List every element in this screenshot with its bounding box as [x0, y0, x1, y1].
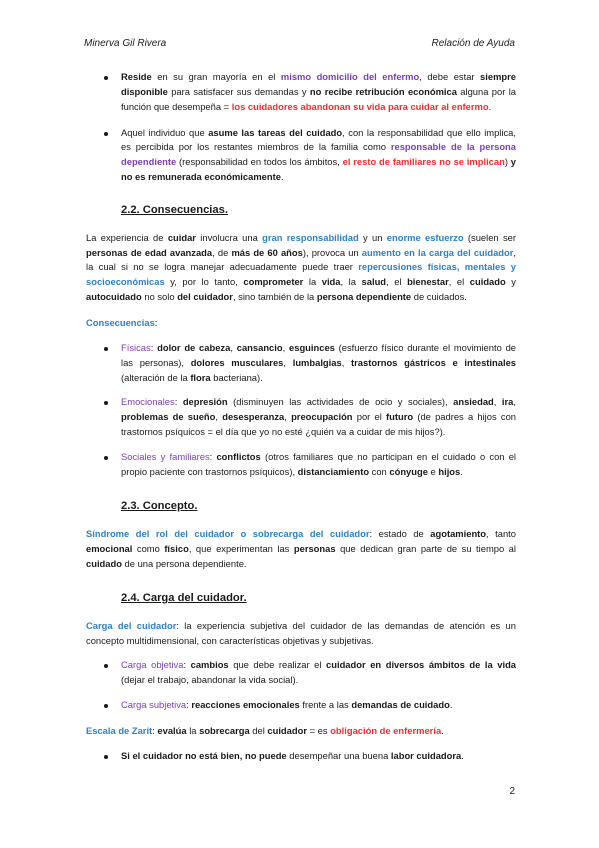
text-run: hijos	[438, 465, 461, 477]
text-run: cambios	[190, 659, 229, 671]
text-run: cuidador	[326, 659, 366, 671]
text-run: bienestar	[407, 276, 449, 288]
text-run: el resto de familiares no se implican	[342, 156, 505, 168]
text-run: asume las tareas del cuidado	[208, 126, 343, 138]
text-run: .	[488, 100, 492, 112]
text-run: esguinces	[289, 341, 335, 353]
text-run: Aquel individuo que	[121, 126, 209, 138]
text-run: siempre disponible	[121, 71, 516, 97]
text-run: evalúa	[157, 724, 187, 736]
text-run: .	[460, 465, 463, 477]
text-run: Síndrome del rol del cuidador o sobrecarga del cuidador	[86, 528, 370, 540]
paragraph-zarit	[86, 724, 516, 739]
text-run: :	[152, 724, 158, 736]
page-body	[86, 70, 516, 764]
text-run: (otros familiares que no participan en el cuidado o con el propio paciente con trastornos psíquicos),	[121, 451, 516, 477]
text-run: flora	[190, 371, 211, 383]
text-run: mismo domicilio del enfermo	[280, 71, 420, 82]
text-run: (de padres a hijos con trastornos psíquicos = el día que yo no esté ¿quién va a cuidar de mis hijos?).	[121, 411, 516, 438]
text-run: ,	[283, 356, 293, 368]
paragraph	[86, 619, 516, 649]
text-run: , debe estar	[419, 71, 481, 82]
text-run: físico	[164, 543, 189, 555]
list-item	[86, 658, 516, 688]
list-item	[86, 70, 516, 115]
text-run: responsable de la persona dependiente	[121, 141, 516, 168]
text-run: reacciones emocionales	[191, 699, 300, 711]
text-run: dolor de cabeza	[157, 341, 231, 353]
text-run: y no es remunerada económicamente	[121, 156, 516, 183]
text-run: (dejar el trabajo, abandonar la vida social).	[121, 674, 299, 686]
page-number: 2	[509, 786, 515, 797]
subheading-consecuencias	[86, 316, 516, 331]
text-run: distanciamiento	[297, 465, 370, 477]
list-item	[86, 126, 516, 185]
text-run: personas	[293, 543, 336, 555]
text-run: trastornos gástricos e intestinales	[351, 356, 517, 368]
text-run: ,	[215, 411, 223, 423]
text-run: Si el cuidador no está bien, no puede	[121, 749, 287, 761]
text-run: Emocionales	[121, 396, 175, 408]
text-run: Sociales y familiares	[121, 451, 210, 463]
text-run: aumento en la carga del cuidador	[361, 246, 514, 258]
text-run: no solo	[141, 291, 178, 303]
text-run: )	[504, 156, 511, 168]
text-run: ,	[493, 396, 502, 408]
text-run: salud	[361, 276, 387, 288]
text-run: alguna por la función que desempeña =	[121, 85, 516, 112]
text-run: la	[186, 724, 200, 736]
text-run: cansancio	[236, 341, 283, 353]
text-run: frente a las	[299, 699, 352, 711]
text-run: .	[280, 171, 284, 183]
text-run: Carga del cuidador	[86, 619, 177, 631]
text-run: bacteriana).	[210, 371, 263, 383]
text-run: Escala de Zarit	[86, 724, 153, 736]
text-run: ,	[513, 396, 516, 408]
text-run: la	[303, 276, 322, 288]
text-run: (esfuerzo físico durante el movimiento de las personas),	[121, 341, 517, 368]
text-run: vida	[321, 276, 341, 288]
text-run: :	[209, 451, 217, 463]
text-run: ,	[341, 356, 352, 368]
text-run: .	[441, 724, 444, 736]
text-run: Carga subjetiva	[121, 699, 187, 711]
text-run: repercusiones físicas, mentales y socioeconómicas	[86, 261, 516, 288]
text-run: : estado de	[369, 528, 431, 540]
text-run: y	[505, 276, 516, 288]
text-run: ira	[501, 396, 514, 408]
text-run: desesperanza	[222, 411, 285, 423]
text-run: cuidador	[267, 724, 307, 736]
header-author: Minerva Gil Rivera	[84, 38, 167, 49]
text-run: , la	[340, 276, 362, 288]
text-run: comprometer	[243, 276, 304, 288]
text-run: problemas de sueño	[121, 411, 216, 423]
text-run: como	[132, 543, 165, 555]
text-run: :	[174, 396, 183, 408]
text-run: y, por lo tanto,	[164, 276, 244, 288]
list-item	[86, 395, 516, 440]
text-run: involucra una	[195, 231, 263, 243]
text-run: ), provoca un	[302, 246, 362, 258]
text-run: = es	[306, 724, 331, 736]
text-run: , el	[386, 276, 408, 288]
text-run: depresión	[182, 396, 228, 408]
text-run: los cuidadores abandonan su vida para cuidar al enfermo	[231, 100, 489, 112]
paragraph	[86, 231, 516, 305]
text-run: Carga objetiva	[121, 659, 184, 671]
text-run: , que experimentan las	[188, 543, 294, 555]
text-run: ansiedad	[453, 396, 494, 408]
section-heading-consecuencias: 2.2. Consecuencias.	[121, 204, 228, 217]
text-run: e	[427, 465, 439, 477]
text-run: (suelen ser	[463, 231, 517, 243]
text-run: ,	[284, 411, 292, 423]
text-run: emocional	[86, 543, 133, 555]
text-run: de una persona dependiente.	[121, 558, 247, 570]
text-run: no recibe retribución económica	[309, 85, 457, 97]
text-run: .	[461, 749, 464, 761]
text-run: desempeñar una buena	[286, 749, 391, 761]
text-run: Reside	[121, 71, 152, 82]
list-item	[86, 698, 516, 713]
text-run: .	[449, 699, 453, 711]
text-run: :	[150, 341, 158, 353]
text-run: por el	[352, 411, 387, 423]
text-run: en diversos ámbitos de la vida	[370, 659, 517, 671]
text-run: preocupación	[291, 411, 353, 423]
text-run: lumbalgias	[292, 356, 342, 368]
text-run: :	[183, 659, 191, 671]
text-run: , con la responsabilidad que ello implica, es percibida por los restantes miembros de la familia como	[121, 126, 516, 153]
text-run: persona dependiente	[316, 291, 412, 303]
text-run: , sino también de la	[232, 291, 317, 303]
text-run: en su gran mayoría en el	[151, 71, 281, 82]
paragraph	[86, 527, 516, 572]
text-run: obligación de enfermería	[330, 724, 442, 736]
text-run: con	[369, 465, 390, 477]
text-run: , el	[448, 276, 470, 288]
section-heading-concepto: 2.3. Concepto.	[121, 499, 198, 512]
text-run: que debe realizar el	[228, 659, 327, 671]
text-run: del	[249, 724, 268, 736]
text-run: que dedican gran parte de su tiempo al	[335, 543, 516, 555]
text-run: más de 60 años	[231, 246, 303, 258]
text-run: enorme esfuerzo	[386, 231, 464, 243]
text-run: , la cual si no se logra manejar adecuadamente puede traer	[86, 246, 517, 273]
text-run: (disminuyen las actividades de ocio y sociales),	[227, 396, 454, 408]
text-run: personas de edad avanzada	[86, 246, 213, 258]
list-item	[86, 341, 516, 386]
text-run: agotamiento	[430, 528, 487, 540]
text-run: :	[186, 699, 192, 711]
text-run: : la experiencia subjetiva del cuidador de las demandas de atención es un concepto multidimensional, con características objetivas y subjetivas.	[86, 619, 516, 646]
text-run: para satisfacer sus demandas y	[167, 85, 310, 97]
text-run: La experiencia de	[86, 231, 168, 243]
text-run: ,	[230, 341, 237, 353]
text-run: dolores musculares	[190, 356, 284, 368]
list-item	[86, 450, 516, 480]
text-run: demandas de cuidado	[351, 699, 450, 711]
text-run: cónyuge	[389, 465, 428, 477]
text-run: (alteración de la	[121, 371, 191, 383]
text-run: conflictos	[216, 451, 261, 463]
text-run: , de	[212, 246, 232, 258]
text-run: de cuidados.	[411, 291, 467, 303]
text-run: Físicas	[121, 341, 151, 353]
text-run: labor cuidadora	[390, 749, 462, 761]
text-run: cuidado	[86, 558, 122, 570]
text-run: cuidado	[469, 276, 506, 288]
text-run: :	[154, 317, 158, 328]
header-subject: Relación de Ayuda	[431, 38, 515, 49]
text-run: , tanto	[486, 528, 516, 540]
section-heading-carga: 2.4. Carga del cuidador.	[121, 592, 247, 604]
text-run: futuro	[386, 411, 414, 423]
list-item	[86, 749, 516, 764]
text-run: cuidar	[167, 231, 196, 243]
text-run: ,	[282, 341, 290, 353]
text-run: sobrecarga	[199, 724, 250, 736]
text-run: (responsabilidad en todos los ámbitos,	[176, 156, 343, 168]
text-run: y un	[358, 231, 387, 243]
text-run: autocuidado	[86, 291, 142, 303]
text-run: del cuidador	[177, 291, 233, 303]
text-run: Consecuencias	[86, 317, 155, 328]
text-run: gran responsabilidad	[262, 231, 359, 243]
